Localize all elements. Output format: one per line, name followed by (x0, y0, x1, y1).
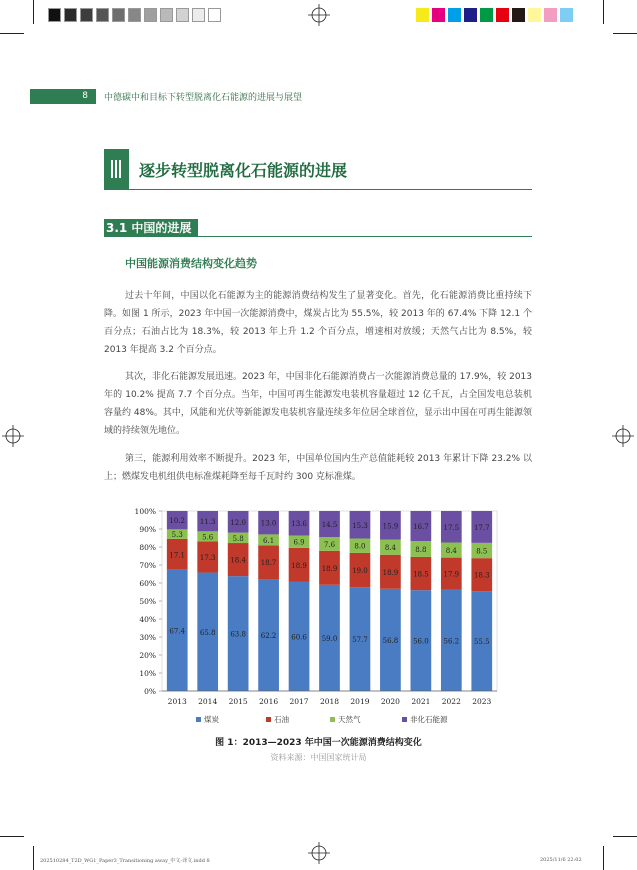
data-label: 19.0 (352, 567, 368, 576)
data-label: 56.2 (443, 637, 460, 646)
data-label: 17.3 (199, 553, 216, 562)
y-tick-label: 0% (144, 687, 156, 696)
data-label: 67.4 (169, 627, 186, 636)
gray-swatch (96, 8, 109, 22)
data-label: 56.8 (382, 636, 399, 645)
data-label: 18.7 (260, 559, 277, 568)
legend-label: 煤炭 (204, 715, 219, 724)
data-label: 17.7 (473, 523, 490, 532)
gray-swatch (192, 8, 205, 22)
registration-mark-right (612, 425, 634, 447)
data-label: 55.5 (473, 638, 490, 647)
x-tick-label: 2020 (380, 697, 400, 706)
gray-swatch (160, 8, 173, 22)
data-label: 5.8 (232, 534, 244, 543)
data-label: 8.4 (445, 547, 457, 556)
x-tick-label: 2019 (350, 697, 370, 706)
data-label: 17.5 (443, 523, 460, 532)
x-tick-label: 2018 (319, 697, 340, 706)
y-tick-label: 20% (139, 651, 156, 660)
data-label: 6.1 (263, 536, 275, 545)
data-label: 6.9 (293, 538, 305, 547)
data-label: 17.1 (169, 551, 186, 560)
data-label: 18.9 (382, 568, 399, 577)
data-label: 18.9 (321, 564, 338, 573)
gray-swatch (112, 8, 125, 22)
legend-swatch (402, 717, 407, 722)
data-label: 56.0 (413, 637, 429, 646)
data-label: 8.5 (476, 547, 488, 556)
data-label: 65.8 (199, 628, 216, 637)
paragraph-2: 其次，非化石能源发展迅速。2023 年，中国非化石能源消费占一次能源消费总量的 17.9%，较 2013 年的 10.2% 提高 7.7 个百分点。当年，中国可再生能源发电装机容量超过 12 亿千瓦，占全国发电总装机容量约 48%。其中，风能和光伏等新能源发电装机容量连续多年位居全球首位，显示出中国在可再生能源领域的持续领先地位。 (104, 372, 532, 436)
data-label: 13.0 (260, 519, 277, 528)
data-label: 8.4 (384, 544, 396, 553)
process-swatch (432, 8, 445, 22)
section-title: 逐步转型脱离化石能源的进展 (139, 161, 348, 180)
y-tick-label: 100% (134, 507, 156, 516)
x-tick-label: 2021 (411, 697, 431, 706)
legend-swatch (266, 717, 271, 722)
legend-swatch (330, 717, 335, 722)
page-number: 8 (82, 91, 88, 101)
data-label: 12.0 (230, 518, 246, 527)
subsection-rule (104, 236, 532, 237)
section-rule (104, 189, 532, 190)
crop-mark (0, 836, 24, 837)
data-label: 15.3 (352, 521, 368, 530)
y-tick-label: 70% (139, 561, 156, 570)
subsection-heading: 中国能源消费结构变化趋势 (125, 257, 257, 270)
x-tick-label: 2015 (228, 697, 248, 706)
data-label: 57.7 (352, 636, 368, 645)
process-swatch (464, 8, 477, 22)
y-tick-label: 80% (139, 543, 156, 552)
data-label: 18.5 (413, 570, 429, 579)
x-tick-label: 2013 (167, 697, 187, 706)
legend-swatch (196, 717, 201, 722)
process-swatch (480, 8, 493, 22)
y-tick-label: 10% (139, 669, 156, 678)
data-label: 18.4 (230, 556, 246, 565)
footer-date: 2025/11/6 22:02 (540, 857, 582, 863)
registration-mark-bottom (308, 842, 330, 864)
gray-swatch (80, 8, 93, 22)
data-label: 60.6 (291, 633, 307, 642)
data-label: 14.5 (321, 521, 338, 530)
data-label: 11.3 (199, 518, 216, 527)
process-swatch (416, 8, 429, 22)
y-tick-label: 60% (139, 579, 156, 588)
section-marker (104, 149, 129, 189)
data-label: 5.3 (171, 531, 183, 540)
data-label: 8.0 (354, 542, 366, 551)
crop-mark (603, 0, 604, 24)
y-tick-label: 90% (139, 525, 156, 534)
gray-swatch (208, 8, 221, 22)
data-label: 17.9 (443, 570, 460, 579)
data-label: 18.3 (473, 571, 490, 580)
gray-swatch (128, 8, 141, 22)
crop-mark (33, 0, 34, 24)
crop-mark (603, 846, 604, 870)
data-label: 59.0 (321, 634, 338, 643)
data-label: 5.6 (202, 533, 214, 542)
gray-swatch (144, 8, 157, 22)
x-tick-label: 2014 (198, 697, 218, 706)
crop-mark (33, 846, 34, 870)
subsection-label: 3.1 中国的进展 (104, 219, 198, 237)
x-tick-label: 2023 (472, 697, 492, 706)
gray-swatch (48, 8, 61, 22)
paragraph-1: 过去十年间，中国以化石能源为主的能源消费结构发生了显著变化。首先，化石能源消费比重持续下降。如图 1 所示，2023 年中国一次能源消费中，煤炭占比为 55.5%，较 2013 年的 67.4% 下降 12.1 个百分点；石油占比为 18.3%，较 2013 年上升 1.2 个百分点，增速相对放缓；天然气占比为 8.5%，较 2013 年提高 3.2 个百分点。 (104, 291, 532, 355)
process-swatch (448, 8, 461, 22)
gray-swatch (176, 8, 189, 22)
crop-mark (0, 33, 24, 34)
x-tick-label: 2017 (289, 697, 309, 706)
data-label: 62.2 (260, 632, 277, 641)
process-swatch (544, 8, 557, 22)
legend-label: 石油 (274, 715, 289, 724)
legend-label: 非化石能源 (410, 715, 448, 724)
data-label: 63.8 (230, 630, 246, 639)
process-swatch (512, 8, 525, 22)
process-swatch (560, 8, 573, 22)
figure-source: 资料来源：中国国家统计局 (270, 753, 367, 762)
paragraph-3: 第三，能源利用效率不断提升。2023 年，中国单位国内生产总值能耗较 2013 年累计下降 23.2% 以上；燃煤发电机组供电标准煤耗降至每千瓦时约 300 克标准煤。 (104, 454, 532, 482)
y-tick-label: 30% (139, 633, 156, 642)
registration-mark-left (2, 425, 24, 447)
energy-structure-chart (118, 505, 518, 733)
data-label: 18.9 (291, 561, 307, 570)
process-swatch (528, 8, 541, 22)
data-label: 7.6 (323, 540, 336, 549)
crop-mark (613, 33, 637, 34)
process-swatch (496, 8, 509, 22)
data-label: 13.6 (291, 520, 307, 529)
footer-file-slug: 202510284_T2D_WG1_Paper3_Transitioning away_中文-译文.indd 8 (40, 858, 210, 864)
y-tick-label: 40% (139, 615, 156, 624)
y-tick-label: 50% (139, 597, 156, 606)
crop-mark (613, 836, 637, 837)
data-label: 8.8 (415, 545, 427, 554)
running-title: 中德碳中和目标下转型脱离化石能源的进展与展望 (104, 93, 303, 103)
data-label: 16.7 (413, 523, 429, 532)
x-tick-label: 2022 (441, 697, 461, 706)
x-tick-label: 2016 (259, 697, 279, 706)
gray-swatch (64, 8, 77, 22)
registration-mark-top (308, 4, 330, 26)
data-label: 15.9 (382, 522, 399, 531)
legend-label: 天然气 (338, 715, 361, 724)
figure-caption: 图 1：2013—2023 年中国一次能源消费结构变化 (215, 738, 422, 748)
data-label: 10.2 (169, 517, 186, 526)
